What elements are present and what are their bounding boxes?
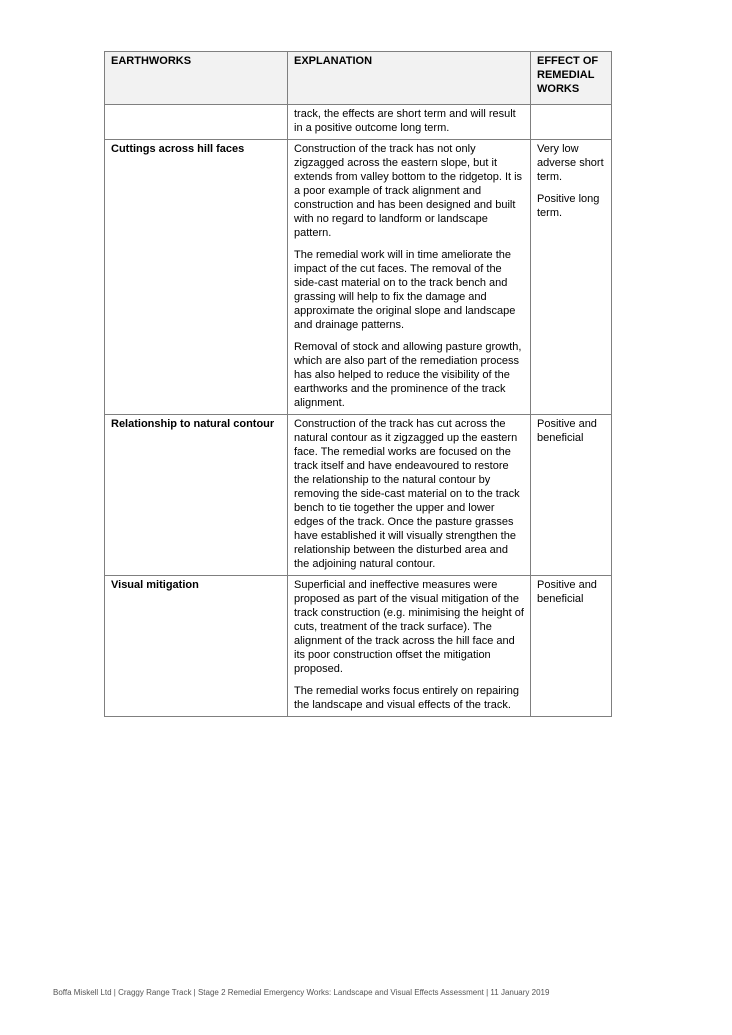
header-explanation: EXPLANATION	[288, 52, 531, 105]
explanation-paragraph: Construction of the track has cut across the natural contour as it zigzagged up the eastern face. The remedial works are focused on the track itself and have endeavoured to restore the relationship to the natural contour by removing the side-cast material on to the track bench to tie together the upper and lower edges of the track. Once the pasture grasses have established it will visually strengthen the relationship between the disturbed area and the adjoining natural contour.	[294, 418, 520, 570]
table-row	[105, 415, 612, 576]
continuation-effect-cell	[531, 105, 612, 140]
header-earthworks: EARTHWORKS	[105, 52, 288, 105]
explanation-paragraph: Removal of stock and allowing pasture growth, which are also part of the remediation process has also helped to reduce the visibility of the earthworks and the prominence of the track alignment.	[294, 341, 522, 409]
effect-cell	[531, 576, 612, 717]
table-header-row	[105, 52, 612, 105]
effect-text: Positive and beneficial	[537, 579, 597, 605]
page-footer: Boffa Miskell Ltd | Craggy Range Track | Stage 2 Remedial Emergency Works: Landscape and Visual Effects Assessment | 11 January 2019	[53, 988, 550, 997]
earthworks-label: Relationship to natural contour	[105, 415, 288, 576]
effect-cell	[531, 140, 612, 415]
explanation-paragraph: The remedial works focus entirely on repairing the landscape and visual effects of the track.	[294, 685, 519, 711]
effect-text: Positive and beneficial	[537, 418, 597, 444]
earthworks-label: Cuttings across hill faces	[105, 140, 288, 415]
effect-text: Very low adverse short term.	[537, 143, 604, 183]
explanation-cell	[288, 415, 531, 576]
header-effect: EFFECT OF REMEDIAL WORKS	[531, 52, 612, 105]
earthworks-label: Visual mitigation	[105, 576, 288, 717]
effect-text: Positive long term.	[537, 193, 600, 219]
explanation-paragraph: The remedial work will in time ameliorate the impact of the cut faces. The removal of the side-cast material on to the track bench and grassing will help to fix the damage and approximate the original slope and landscape and drainage patterns.	[294, 249, 516, 331]
explanation-cell	[288, 140, 531, 415]
effect-cell	[531, 415, 612, 576]
continuation-earthworks-cell	[105, 105, 288, 140]
explanation-paragraph: Superficial and ineffective measures were proposed as part of the visual mitigation of the track construction (e.g. minimising the height of cuts, treatment of the track surface). The alignment of the track across the hill face and its poor construction offset the mitigation proposed.	[294, 579, 524, 675]
earthworks-table	[104, 51, 612, 717]
explanation-paragraph: Construction of the track has not only zigzagged across the eastern slope, but it extends from valley bottom to the ridgetop. It is a poor example of track alignment and construction and has been designed and built with no regard to landform or landscape pattern.	[294, 143, 523, 239]
table-row	[105, 576, 612, 717]
continuation-text: track, the effects are short term and will result in a positive outcome long term.	[294, 108, 516, 134]
table-row	[105, 140, 612, 415]
continuation-explanation-cell	[288, 105, 531, 140]
explanation-cell	[288, 576, 531, 717]
table-row-continuation	[105, 105, 612, 140]
